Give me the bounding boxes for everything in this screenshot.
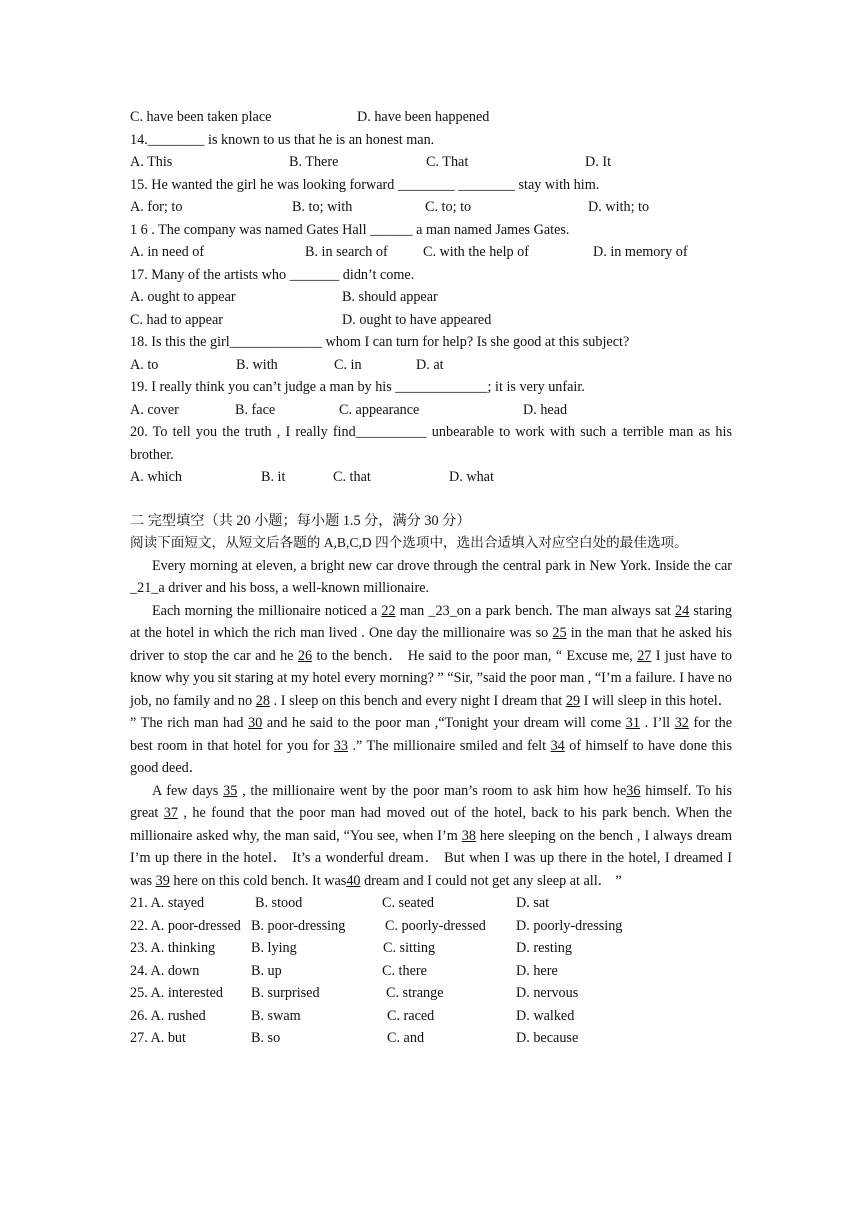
option-b: B. to; with	[292, 199, 353, 215]
option-d: D. at	[416, 356, 444, 373]
option-d: D. walked	[516, 1007, 575, 1024]
option-c: C. in	[334, 356, 362, 373]
option-a: A. to	[130, 356, 159, 373]
option-d: D. head	[523, 401, 568, 418]
question-20-options	[130, 466, 732, 489]
option-a: 23. A. thinking	[130, 940, 216, 956]
passage-text: man _	[395, 602, 436, 619]
passage-text: here sleeping on the bench , I always dream I’m up there in the hotel． It’s a wonderful dream． But when I was up there in the hotel, I dreamed I was	[130, 827, 732, 889]
option-d: D. sat	[516, 895, 550, 911]
question-16: 1 6 . The company was named Gates Hall ______ a man named James Gates.	[130, 221, 570, 238]
option-c: C. That	[426, 154, 469, 170]
blank-number: 37	[163, 805, 178, 821]
passage-text: staring at the hotel in which the rich man lived . One day the millionaire was so	[130, 602, 732, 641]
option-a: A. This	[130, 154, 173, 170]
option-row-23	[130, 937, 732, 960]
option-d: D. nervous	[516, 985, 579, 1001]
option-c: C. poorly-dressed	[385, 917, 486, 934]
question-14: 14.________ is known to us that he is an honest man.	[130, 131, 435, 148]
option-row-26	[130, 1005, 732, 1028]
option-c: C. with the help of	[423, 244, 529, 260]
option-d: D. ought to have appeared	[342, 311, 492, 328]
option-b: B. lying	[251, 940, 297, 956]
option-c: C. there	[382, 962, 427, 979]
option-a: 26. A. rushed	[130, 1007, 206, 1024]
passage-text: and he said to the poor man ,“Tonight your dream will come	[262, 715, 626, 731]
cloze-options	[130, 892, 732, 1050]
option-c: C. to; to	[425, 199, 472, 215]
option-b: B. up	[251, 962, 282, 979]
option-b: B. swam	[251, 1007, 301, 1024]
passage-text: I just have to know why you sit staring at my hotel every morning? ” “Sir, ”said the poor man , “I’m a failure. I have no job, no family and no	[130, 647, 732, 709]
passage-text: A few days	[152, 782, 224, 799]
q13-option-c: C. have been taken place	[130, 109, 272, 125]
blank-number: 38	[461, 827, 476, 844]
passage-text: of himself to have done this good deed．	[130, 737, 732, 776]
option-row-22	[130, 915, 732, 938]
option-c: C. had to appear	[130, 311, 223, 328]
option-c: C. raced	[387, 1007, 435, 1024]
passage-paragraph	[130, 600, 732, 780]
passage-text: Every morning at eleven, a bright new car drove through the central park in New York. Inside the car _	[130, 557, 732, 596]
question-18-options	[130, 354, 732, 377]
blank-number: 26	[297, 647, 313, 664]
blank-number: 23	[435, 602, 450, 619]
option-d: D. what	[449, 469, 494, 485]
option-b: B. with	[236, 356, 278, 373]
section-heading: 二 完型填空（共 20 小题；每小题 1.5 分，满分 30 分）	[130, 512, 471, 529]
option-a: A. cover	[130, 401, 179, 418]
option-row-25	[130, 982, 732, 1005]
option-a: A. which	[130, 469, 183, 485]
question-17-options-row2	[130, 309, 732, 332]
question-20: 20. To tell you the truth , I really find__________ unbearable to work with such a terrible man as his brother.	[130, 424, 732, 463]
q13-options	[130, 106, 732, 129]
passage-text: in the man that he asked his driver to stop the car and he	[130, 625, 732, 664]
question-15: 15. He wanted the girl he was looking forward ________ ________ stay with him.	[130, 176, 600, 193]
blank-number: 39	[155, 872, 170, 889]
option-b: B. surprised	[251, 985, 320, 1001]
option-a: A. for; to	[130, 199, 183, 215]
blank-number: 27	[637, 647, 652, 664]
blank-number: 34	[550, 737, 565, 754]
passage-paragraph	[130, 780, 732, 893]
option-a: 25. A. interested	[130, 985, 223, 1001]
question-19-options	[130, 399, 732, 422]
option-a: 24. A. down	[130, 962, 200, 979]
exam-page	[130, 106, 732, 1050]
option-c: C. seated	[382, 895, 435, 911]
question-17: 17. Many of the artists who _______ didn’t come.	[130, 266, 415, 283]
blank-number: 33	[333, 737, 348, 754]
option-row-24	[130, 960, 732, 983]
option-d: D. because	[516, 1030, 579, 1046]
passage-text: , he found that the poor man had moved out of the hotel, back to his park bench. When the millionaire asked why, the man said, “You see, when I’m	[130, 805, 733, 844]
passage-text: Each morning the millionaire noticed a	[152, 602, 382, 619]
blank-number: 30	[248, 715, 263, 731]
q13-option-d: D. have been happened	[357, 109, 490, 125]
option-d: D. It	[585, 154, 612, 170]
question-14-options	[130, 151, 732, 174]
option-d: D. in memory of	[593, 244, 688, 260]
blank-number: 21	[137, 580, 152, 596]
question-19: 19. I really think you can’t judge a man by his _____________; it is very unfair.	[130, 379, 585, 395]
option-b: B. should appear	[342, 289, 438, 305]
option-c: C. and	[387, 1030, 425, 1046]
blank-number: 35	[223, 782, 238, 799]
blank-number: 40	[346, 872, 361, 889]
passage-text: dream and I could not get any sleep at all． ”	[360, 872, 622, 889]
option-b: B. it	[261, 469, 286, 485]
question-17-options-row1	[130, 286, 732, 309]
question-16-options	[130, 241, 732, 264]
option-row-27	[130, 1027, 732, 1050]
option-b: B. stood	[255, 895, 303, 911]
question-18: 18. Is this the girl_____________ whom I can turn for help? Is she good at this subject?	[130, 334, 630, 350]
passage-text: . I’ll	[639, 715, 675, 731]
option-d: D. with; to	[588, 199, 650, 215]
passage-text: for the best room in that hotel for you for	[130, 715, 732, 754]
blank-number: 29	[565, 692, 581, 709]
option-c: C. appearance	[339, 401, 420, 418]
passage-text: _on a park bench. The man always sat	[449, 602, 675, 619]
option-d: D. here	[516, 962, 558, 979]
blank-number: 24	[674, 602, 690, 619]
question-15-options	[130, 196, 732, 219]
option-c: C. that	[333, 469, 371, 485]
option-b: B. There	[289, 154, 339, 170]
option-b: B. face	[235, 401, 276, 418]
option-a: A. in need of	[130, 244, 205, 260]
blank-number: 25	[552, 625, 567, 641]
passage-text: to the bench． He said to the poor man, “ Excuse me,	[312, 647, 638, 664]
passage-text: . I sleep on this bench and every night I dream that	[269, 692, 566, 709]
passage-paragraph	[130, 555, 732, 600]
passage-text: , the millionaire went by the poor man’s room to ask him how he	[237, 782, 627, 799]
option-a: 22. A. poor-dressed	[130, 917, 241, 934]
section-instruction: 阅读下面短文，从短文后各题的 A,B,C,D 四个选项中，选出合适填入对应空白处的最佳选项。	[130, 535, 688, 550]
passage-text: I will sleep in this hotel． ” The rich man had	[130, 692, 732, 731]
option-b: B. in search of	[305, 244, 388, 260]
option-d: D. resting	[516, 940, 572, 956]
passage-text: _a driver and his boss, a well-known millionaire.	[151, 580, 430, 596]
option-a: 21. A. stayed	[130, 895, 205, 911]
passage-text: here on this cold bench. It was	[169, 872, 347, 889]
passage-text: .” The millionaire smiled and felt	[347, 737, 551, 754]
option-c: C. sitting	[383, 940, 436, 956]
option-b: B. poor-dressing	[251, 917, 346, 934]
option-row-21	[130, 892, 732, 915]
option-c: C. strange	[386, 985, 444, 1001]
passage-text: himself. To his great	[130, 782, 732, 821]
option-b: B. so	[251, 1030, 281, 1046]
blank-number: 28	[255, 692, 270, 709]
passage	[130, 555, 732, 893]
blank-number: 31	[625, 715, 640, 731]
blank-number: 36	[626, 782, 641, 799]
option-a: A. ought to appear	[130, 289, 236, 305]
blank-number: 32	[674, 715, 689, 731]
option-d: D. poorly-dressing	[516, 917, 623, 934]
blank-number: 22	[381, 602, 396, 619]
option-a: 27. A. but	[130, 1030, 186, 1046]
